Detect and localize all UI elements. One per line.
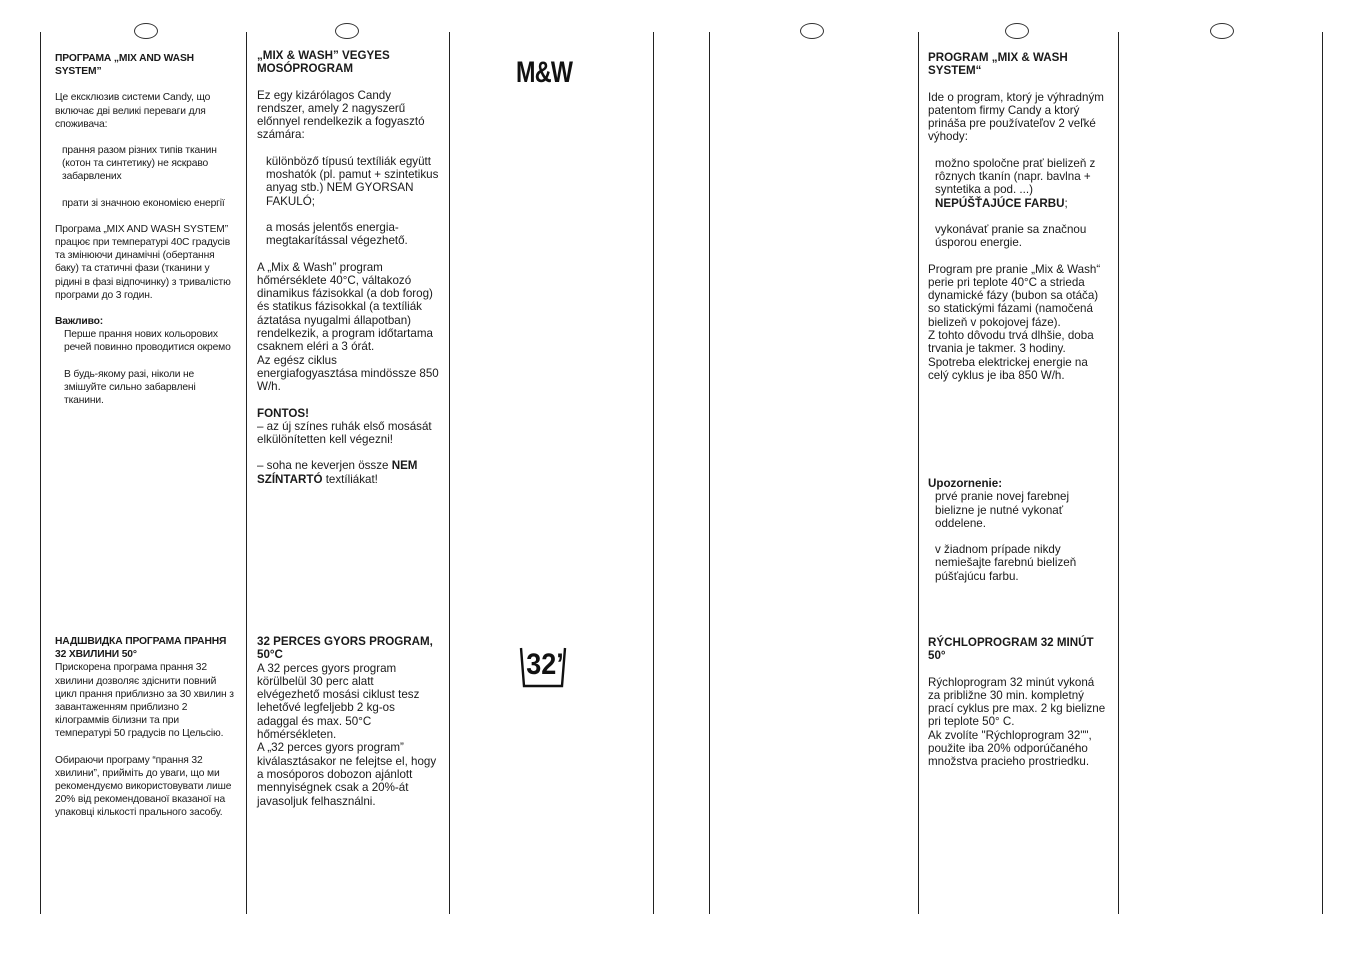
bullet-item: különböző típusú textíliák együtt moshatók (pl. pamut + szintetikus anyag stb.) NEM GYORSAN FAKULÓ; [266,154,439,208]
warning-text: textíliákat! [322,472,378,486]
important-label: FONTOS! [257,406,309,420]
section-title: PROGRAM „MIX & WASH SYSTEM“ [928,51,1068,78]
section-title: НАДШВИДКА ПРОГРАМА ПРАННЯ 32 ХВИЛИНИ 50° [55,636,227,661]
warning-item: v žiadnom prípade nikdy nemiešajte farebnú bielizeň púšťajúcu farbu. [935,543,1077,583]
hungarian-section-mix-wash [257,49,439,486]
section-title: RÝCHLOPROGRAM 32 MINÚT 50° [928,636,1094,663]
paragraph: A „Mix & Wash” program hőmérséklete 40°C, váltakozó dinamikus fázisokkal (a dob forog) és statikus fázisokkal (a textíliák áztatása nyugalmi állapotban) rendelkezik, a program időtartama csaknem eléri a 3 órát. [257,260,433,354]
section-title: „MIX & WASH” VEGYES MOSÓPROGRAM [257,49,390,76]
warning-item: Перше прання нових кольорових речей повинно проводитися окремо [64,329,231,354]
paragraph: Ak zvolíte "Rýchloprogram 32"", použite iba 20% odporúčaného množstva pracieho prostriedku. [928,728,1092,769]
hungarian-section-32-min [257,635,439,808]
column-divider [653,32,654,914]
mix-and-wash-logo: M&W [516,56,573,89]
bullet-item [928,157,1108,210]
paragraph: Ide o program, ktorý je výhradným patentom firmy Candy a ktorý prináša pre používateľov 2 veľké výhody: [928,90,1104,144]
column-divider [1322,32,1323,914]
paragraph: Обираючи програму “прання 32 хвилини”, прийміть до уваги, що ми рекомендуємо використовувати лише 20% від рекомендованої вказаної на упаковці кількості прального засобу. [55,754,232,819]
warning-emphasis: NEM SZÍNTARTÓ [257,459,418,486]
paragraph: Spotreba elektrickej energie na celý cyklus je iba 850 W/h. [928,355,1088,382]
column-divider [449,32,450,914]
column-divider [1118,32,1119,914]
warning-item: prvé pranie novej farebnej bielizne je nutné vykonať oddelene. [935,490,1070,530]
language-marker [800,23,824,39]
paragraph: Z tohto dôvodu trvá dlhšie, doba trvania je takmer. 3 hodiny. [928,329,1094,356]
column-divider [918,32,919,914]
paragraph: Це ексклюзив системи Candy, що включає дві великі переваги для споживача: [55,92,211,130]
section-title: 32 PERCES GYORS PROGRAM, 50°C [257,635,433,662]
paragraph: Rýchloprogram 32 minút vykoná za približne 30 min. kompletný prací cyklus pre max. 2 kg bielizne pri teplote 50° C. [928,675,1106,729]
paragraph: A „32 perces gyors program” kiválasztásakor ne felejtse el, hogy a mosóporos dobozon ajánlott mennyiségnek csak a 20%-át javasoljuk felhasználni. [257,741,437,808]
warning-item [257,459,439,486]
language-marker [134,23,158,39]
bullet-item: vykonávať pranie sa značnou úsporou energie. [935,222,1087,250]
bullet-text: možno spoločne prať bielizeň z rôznych tkanín (napr. bavlna + syntetika a pod. ...) [935,156,1096,197]
important-label: Важливо: [55,316,104,328]
paragraph: Program pre pranie „Mix & Wash“ perie pri teplote 40°C a strieda dynamické fázy (bubon sa otáča) so statickými fázami (namočená bielizeň v pokojovej fáze). [928,262,1101,329]
bullet-item: прання разом різних типів тканин (котон та синтетику) не яскраво забарвлених [62,145,217,183]
paragraph: Ez egy kizárólagos Candy rendszer, amely 2 nagyszerű előnnyel rendelkezik a fogyasztó számára: [257,88,425,142]
section-title: ПРОГРАМА „MIX AND WASH SYSTEM” [55,53,194,78]
bullet-emphasis: NEPÚŠŤAJÚCE FARBU [935,196,1065,210]
paragraph: Az egész ciklus energiafogyasztása mindössze 850 W/h. [257,353,439,394]
slovak-section-warning [928,477,1108,583]
language-marker [1210,23,1234,39]
bullet-item: прати зі значною економією енергії [62,197,225,209]
32-minute-program-icon [519,640,571,697]
column-divider [709,32,710,914]
slovak-section-mix-wash [928,51,1108,382]
warning-item: В будь-якому разі, ніколи не змішуйте сильно забарвлені тканини. [64,368,196,407]
icon-text: 32’ [526,647,564,682]
warning-item: – az új színes ruhák első mosását elkülönítetten kell végezni! [257,419,432,447]
column-divider [246,32,247,914]
language-marker [335,23,359,39]
warning-text: – soha ne keverjen össze [257,459,392,473]
bullet-text: ; [1064,196,1068,210]
language-marker [1005,23,1029,39]
column-divider [40,32,41,914]
bullet-item: a mosás jelentős energia-megtakarítással végezhető. [266,220,408,248]
slovak-section-32-min [928,636,1108,769]
paragraph: A 32 perces gyors program körülbelül 30 perc alatt elvégezhető mosási ciklust tesz lehetővé legfeljebb 2 kg-os adaggal és max. 50°C hőmérsékleten. [257,661,420,742]
paragraph: Прискорена програма прання 32 хвилини дозволяє здіснити повний цикл прання приблизно за 30 хвилин з завантаженням приблизно 2 кілограммів білизни та при температурі 50 градусів по Цельсію. [55,662,234,740]
important-label: Upozornenie: [928,477,1003,490]
ukrainian-section-32-min [55,635,235,820]
paragraph: Програма „MIX AND WASH SYSTEM” працює при температурі 40С градусів та змінюючи динамічні (обертання баку) та статичні фази (тканини у рідині в фазі відпочинку) з тривалістю програми до 3 годин. [55,223,231,301]
ukrainian-section-mix-wash [55,52,235,407]
